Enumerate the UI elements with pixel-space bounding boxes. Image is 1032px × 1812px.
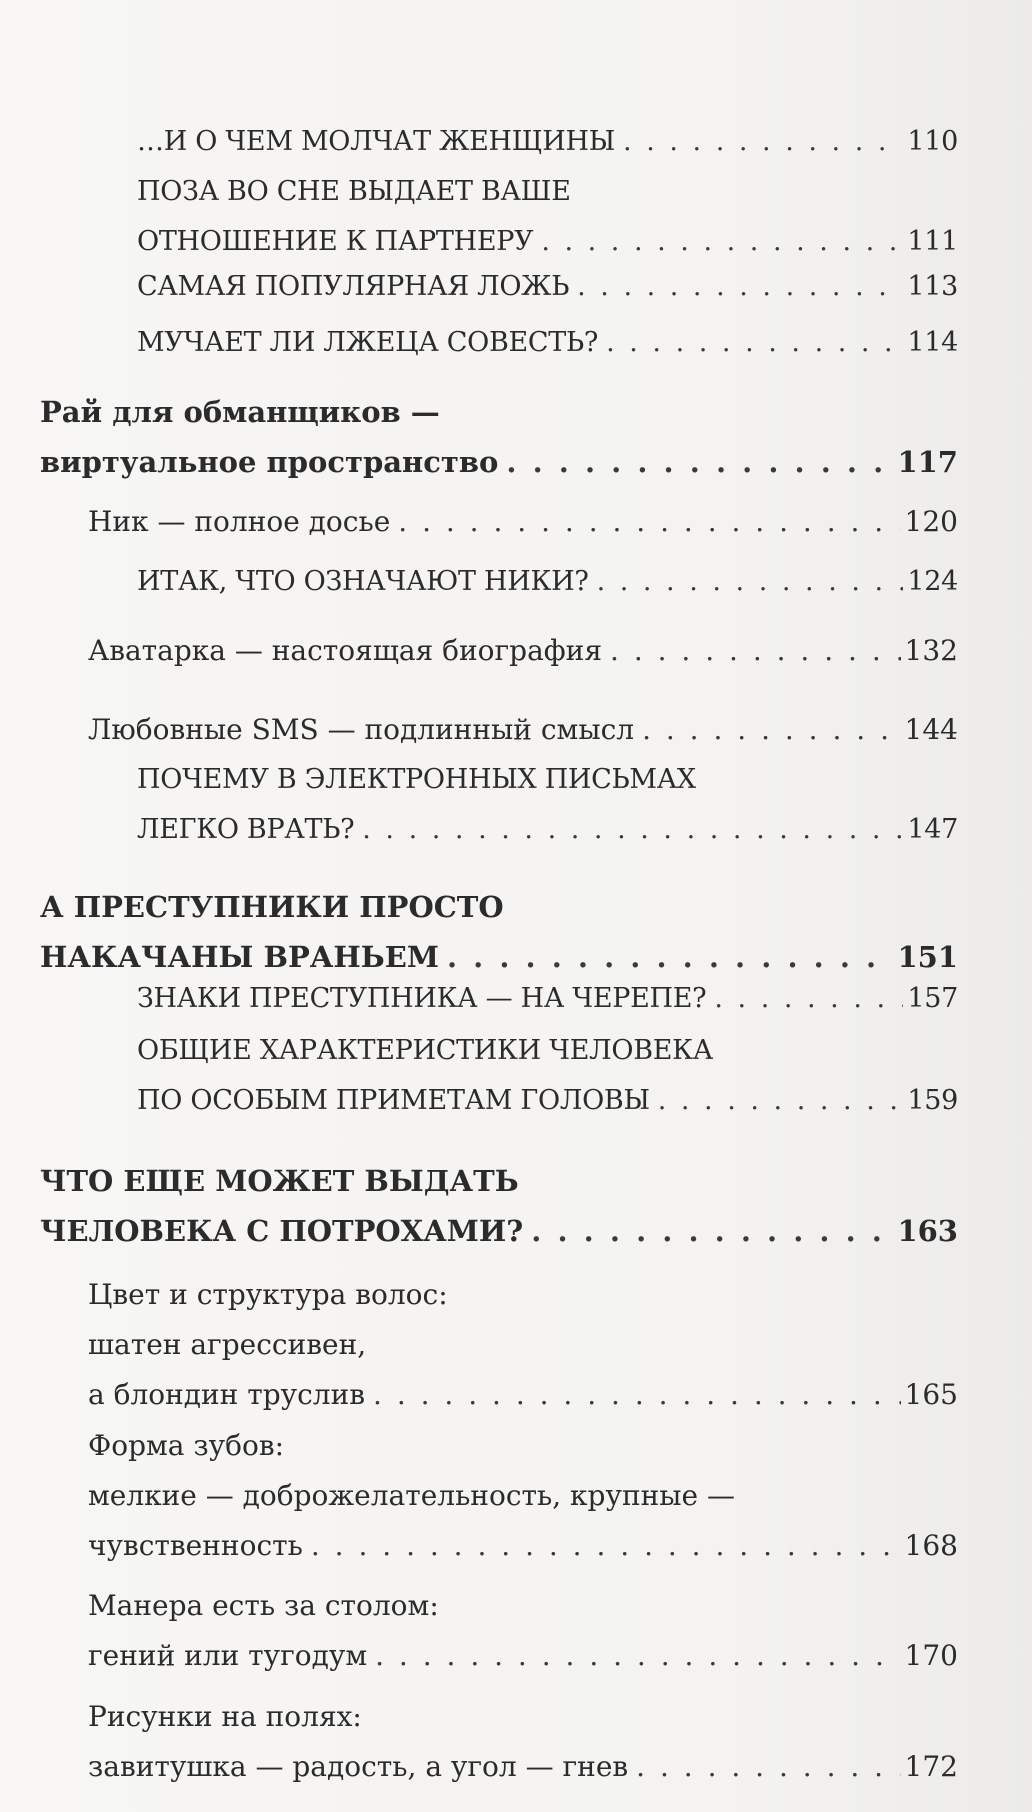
toc-entry (137, 755, 958, 855)
toc-entry-title: МУЧАЕТ ЛИ ЛЖЕЦА СОВЕСТЬ? (137, 327, 599, 358)
toc-page-number: 111 (907, 226, 958, 257)
dot-leader (636, 1742, 900, 1792)
toc-section-title: Аватарка — настоящая биография (88, 634, 603, 667)
toc-entry (137, 167, 958, 267)
toc-section-title: мелкие — доброжелательность, крупные — (88, 1479, 736, 1512)
dot-leader (398, 497, 900, 547)
toc-entry (137, 557, 958, 607)
toc-section-title: чувственность (88, 1529, 303, 1562)
toc-page-number: 132 (904, 634, 958, 667)
toc-section-title: гений или тугодум (88, 1639, 368, 1672)
dot-leader (373, 1370, 901, 1420)
toc-entry-title: …И О ЧЕМ МОЛЧАТ ЖЕНЩИНЫ (137, 126, 616, 157)
toc-section-title: Цвет и структура волос: (88, 1278, 448, 1311)
toc-entry-title: ИТАК, ЧТО ОЗНАЧАЮТ НИКИ? (137, 566, 589, 597)
toc-chapter (40, 1156, 958, 1256)
toc-page-number: 114 (907, 327, 958, 358)
toc-chapter (40, 882, 958, 982)
toc-page-number: 113 (907, 271, 958, 302)
toc-entry-title: ПО ОСОБЫМ ПРИМЕТАМ ГОЛОВЫ (137, 1085, 650, 1116)
toc-entry-title: ОТНОШЕНИЕ К ПАРТНЕРУ (137, 226, 534, 257)
dot-leader (531, 1206, 893, 1256)
toc-entry-title: САМАЯ ПОПУЛЯРНАЯ ЛОЖЬ (137, 271, 570, 302)
toc-chapter (40, 387, 958, 487)
toc-entry-title: ЛЕГКО ВРАТЬ? (137, 814, 355, 845)
toc-section (88, 1581, 958, 1681)
toc-entry-title: ПОЗА ВО СНЕ ВЫДАЕТ ВАШЕ (137, 176, 571, 207)
toc-entry-title: ПОЧЕМУ В ЭЛЕКТРОННЫХ ПИСЬМАХ (137, 764, 696, 795)
toc-section (88, 1270, 958, 1420)
dot-leader (606, 318, 903, 368)
toc-page-number: 124 (907, 566, 958, 597)
dot-leader (610, 626, 901, 676)
dot-leader (714, 974, 903, 1024)
toc-chapter-title: НАКАЧАНЫ ВРАНЬЕМ (40, 940, 439, 974)
toc-page-number: 170 (904, 1639, 958, 1672)
toc-section-title: а блондин труслив (88, 1378, 366, 1411)
toc-page-number: 163 (897, 1214, 958, 1248)
toc-section-title: завитушка — радость, а угол — гнев (88, 1750, 629, 1783)
toc-chapter-title: ЧТО ЕЩЕ МОЖЕТ ВЫДАТЬ (40, 1164, 519, 1198)
toc-chapter-title: Рай для обманщиков — (40, 395, 440, 429)
dot-leader (623, 117, 903, 167)
toc-page-number: 120 (904, 505, 958, 538)
toc-entry (137, 262, 958, 312)
toc-section-title: Ник — полное досье (88, 505, 391, 538)
toc-section (88, 497, 958, 547)
toc-section-title: шатен агрессивен, (88, 1328, 367, 1361)
toc-entry-title: ОБЩИЕ ХАРАКТЕРИСТИКИ ЧЕЛОВЕКА (137, 1035, 713, 1066)
toc-entry-title: ЗНАКИ ПРЕСТУПНИКА — НА ЧЕРЕПЕ? (137, 983, 707, 1014)
toc-section (88, 626, 958, 676)
toc-chapter-title: А ПРЕСТУПНИКИ ПРОСТО (40, 890, 504, 924)
toc-chapter-title: виртуальное пространство (40, 445, 499, 479)
dot-leader (362, 805, 903, 855)
toc-section-title: Любовные SMS — подлинный смысл (88, 713, 635, 746)
toc-entry (137, 117, 958, 167)
toc-entry (137, 318, 958, 368)
toc-entry (137, 974, 958, 1024)
toc-entry (137, 1026, 958, 1126)
toc-section-title: Рисунки на полях: (88, 1700, 362, 1733)
dot-leader (597, 557, 904, 607)
toc-page-number: 147 (907, 814, 958, 845)
dot-leader (541, 217, 903, 267)
toc-section-title: Форма зубов: (88, 1429, 285, 1462)
toc-page-number: 144 (904, 713, 958, 746)
toc-section (88, 705, 958, 755)
dot-leader (658, 1076, 904, 1126)
toc-chapter-title: ЧЕЛОВЕКА С ПОТРОХАМИ? (40, 1214, 524, 1248)
toc-section (88, 1692, 958, 1792)
toc-page-number: 168 (904, 1529, 958, 1562)
dot-leader (642, 705, 900, 755)
toc-page-number: 165 (904, 1378, 958, 1411)
toc-section (88, 1421, 958, 1571)
toc-page-number: 110 (907, 126, 958, 157)
toc-section-title: Манера есть за столом: (88, 1589, 439, 1622)
dot-leader (311, 1521, 901, 1571)
toc-page-number: 157 (907, 983, 958, 1014)
toc-page-number: 159 (907, 1085, 958, 1116)
dot-leader (577, 262, 903, 312)
dot-leader (506, 437, 893, 487)
toc-page-number: 117 (897, 445, 958, 479)
dot-leader (375, 1631, 900, 1681)
toc-page-number: 151 (897, 940, 958, 974)
toc-page-number: 172 (904, 1750, 958, 1783)
